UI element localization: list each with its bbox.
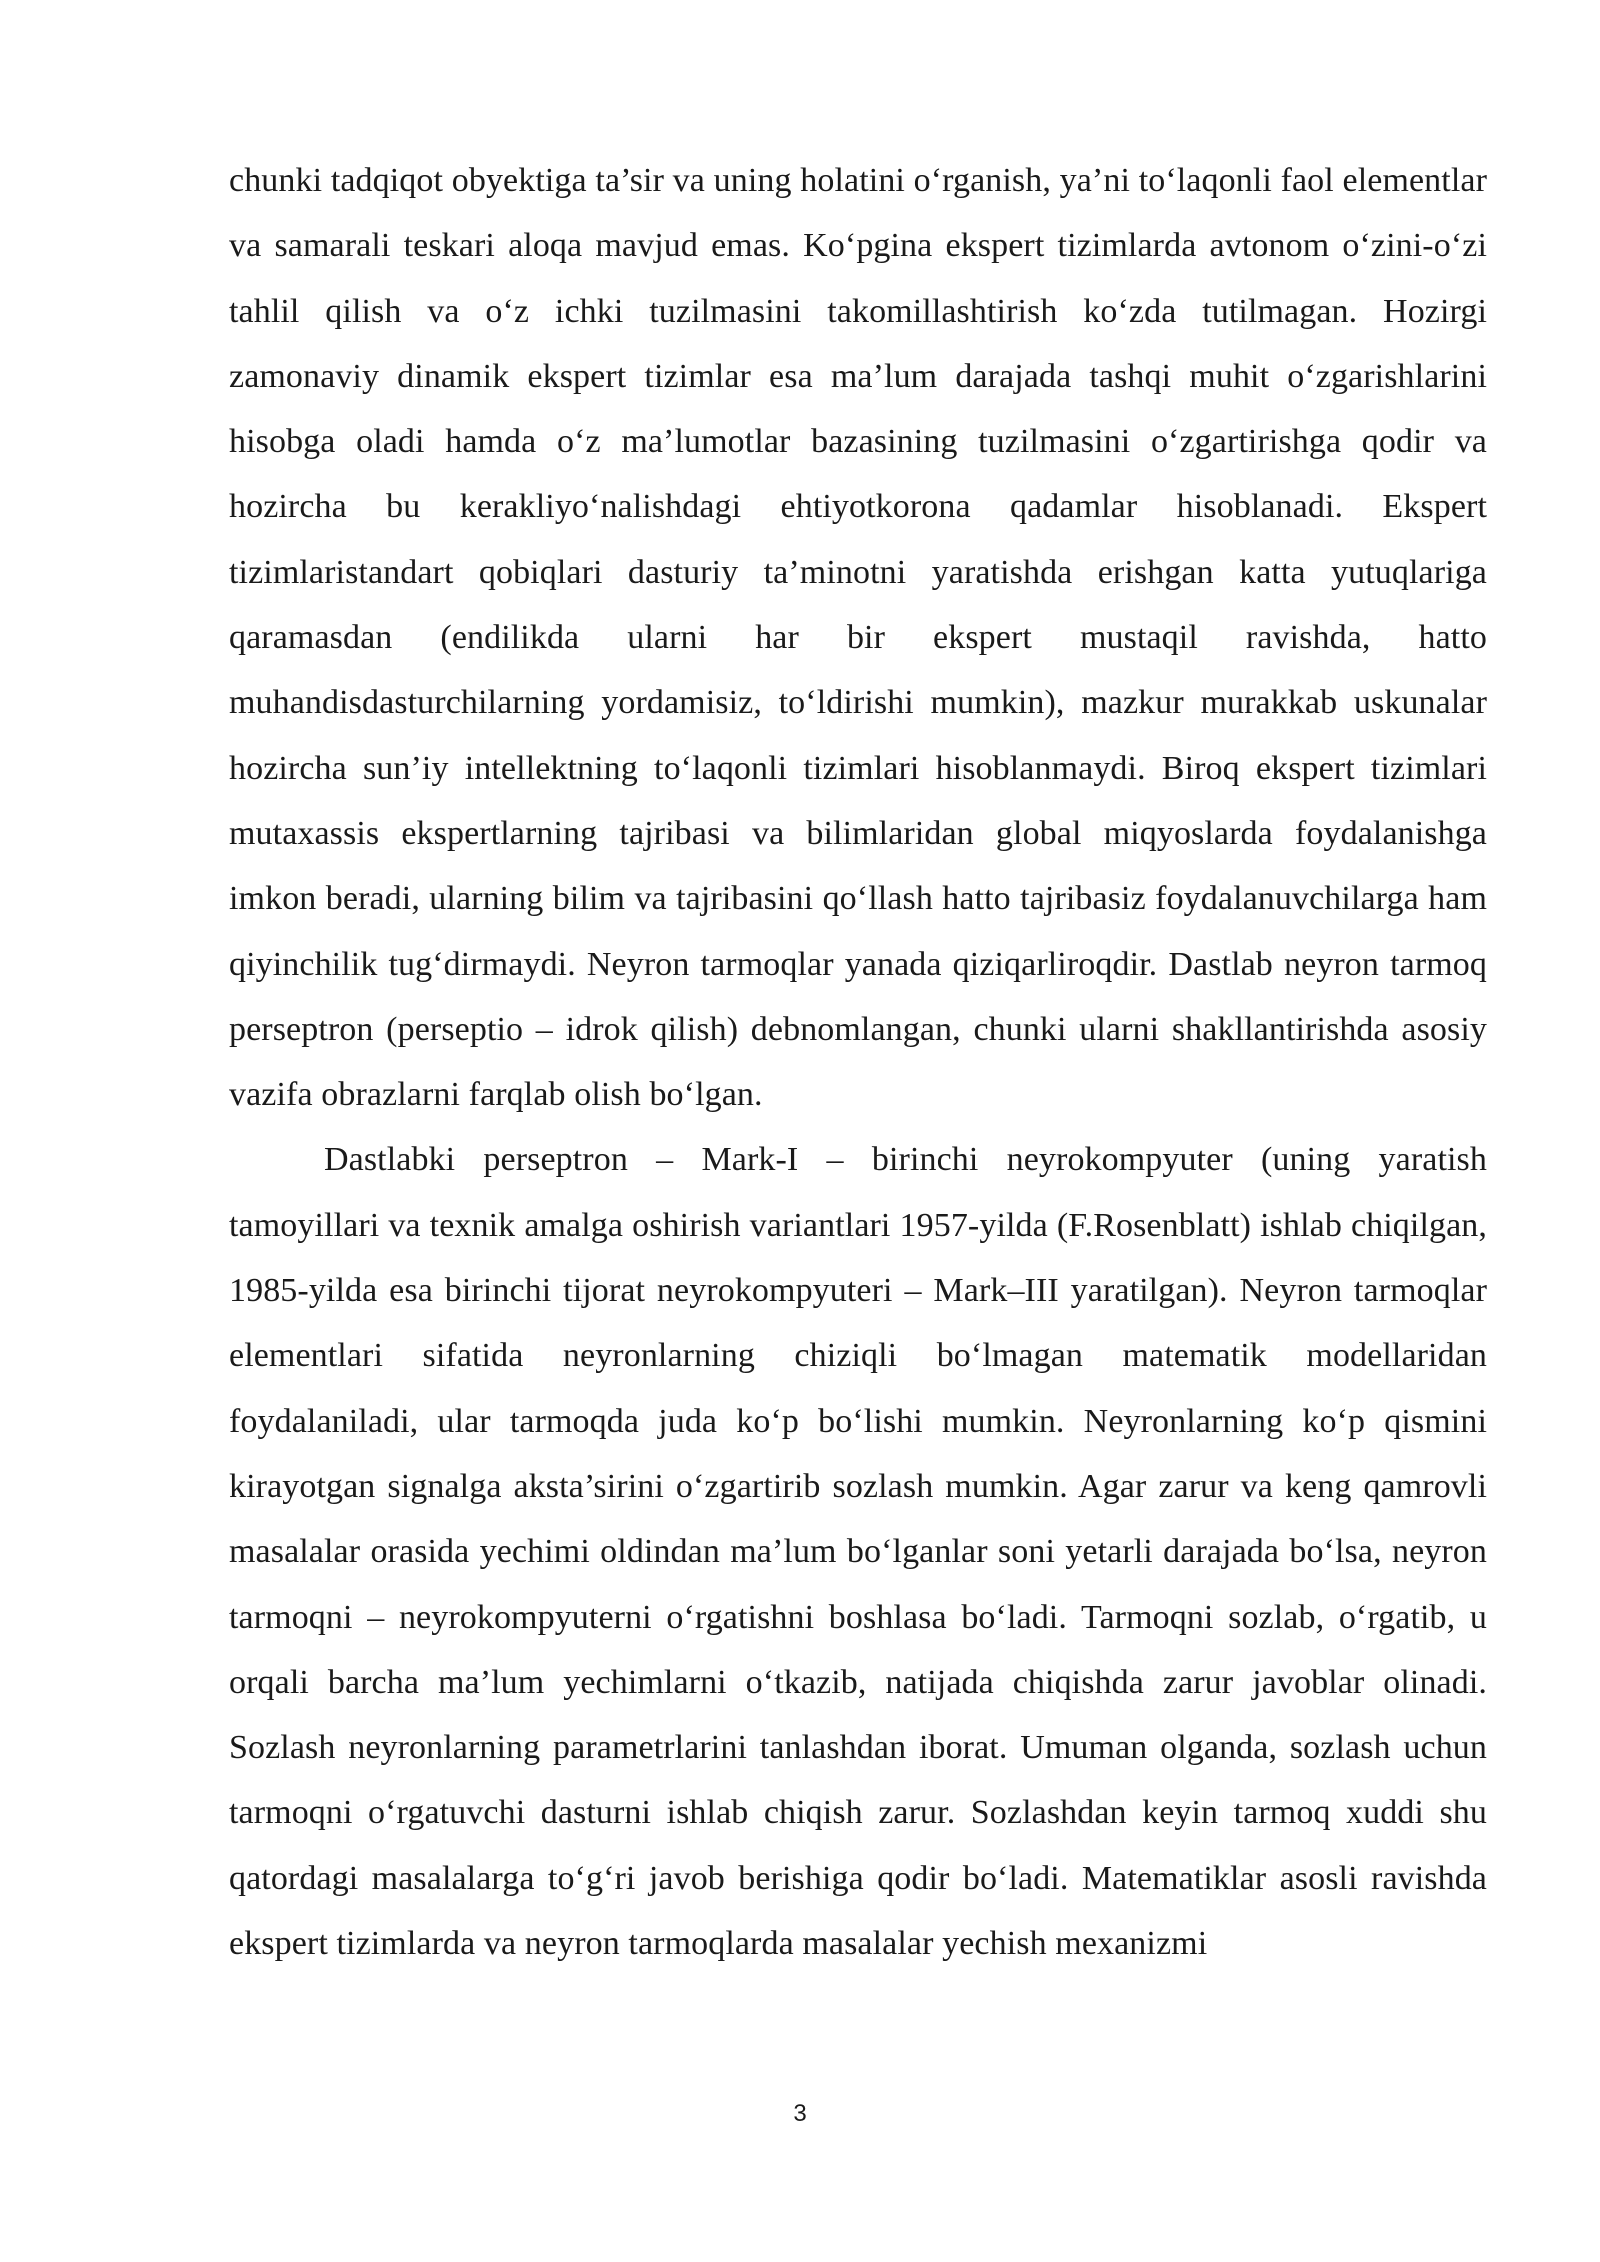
page-number: 3 — [793, 2100, 807, 2127]
body-text — [229, 148, 1487, 1976]
paragraph-continued: chunki tadqiqot obyektiga ta’sir va uning holatini o‘rganish, ya’ni to‘laqonli faol elementlar va samarali teskari aloqa mavjud emas. Ko‘pgina ekspert tizimlarda avtonom o‘zini-o‘zi tahlil qilish va o‘z ichki tuzilmasini takomillashtirish ko‘zda tutilmagan. Hozirgi zamonaviy dinamik ekspert tizimlar esa ma’lum darajada tashqi muhit o‘zgarishlarini hisobga oladi hamda o‘z ma’lumotlar bazasining tuzilmasini o‘zgartirishga qodir va hozircha bu kerakliyo‘nalishdagi ehtiyotkorona qadamlar hisoblanadi. Ekspert tizimlaristandart qobiqlari dasturiy ta’minotni yaratishda erishgan katta yutuqlariga qaramasdan (endilikda ularni har bir ekspert mustaqil ravishda, hatto muhandisdasturchilarning yordamisiz, to‘ldirishi mumkin), mazkur murakkab uskunalar hozircha sun’iy intellektning to‘laqonli tizimlari hisoblanmaydi. Biroq ekspert tizimlari mutaxassis ekspertlarning tajribasi va bilimlaridan global miqyoslarda foydalanishga imkon beradi, ularning bilim va tajribasini qo‘llash hatto tajribasiz foydalanuvchilarga ham qiyinchilik tug‘dirmaydi. Neyron tarmoqlar yanada qiziqarliroqdir. Dastlab neyron tarmoq perseptron (perseptio – idrok qilish) debnomlangan, chunki ularni shakllantirishda asosiy vazifa obrazlarni farqlab olish bo‘lgan. — [229, 162, 1487, 1114]
paragraph-perseptron: Dastlabki perseptron – Mark-I – birinchi neyrokompyuter (uning yaratish tamoyillari va texnik amalga oshirish variantlari 1957-yilda (F.Rosenblatt) ishlab chiqilgan, 1985-yilda esa birinchi tijorat neyrokompyuteri – Mark–III yaratilgan). Neyron tarmoqlar elementlari sifatida neyronlarning chiziqli bo‘lmagan matematik modellaridan foydalaniladi, ular tarmoqda juda ko‘p bo‘lishi mumkin. Neyronlarning ko‘p qismini kirayotgan signalga aksta’sirini o‘zgartirib sozlash mumkin. Agar zarur va keng qamrovli masalalar orasida yechimi oldindan ma’lum bo‘lganlar soni yetarli darajada bo‘lsa, neyron tarmoqni – neyrokompyuterni o‘rgatishni boshlasa bo‘ladi. Tarmoqni sozlab, o‘rgatib, u orqali barcha ma’lum yechimlarni o‘tkazib, natijada chiqishda zarur javoblar olinadi. Sozlash neyronlarning parametrlarini tanlashdan iborat. Umuman olganda, sozlash uchun tarmoqni o‘rgatuvchi dasturni ishlab chiqish zarur. Sozlashdan keyin tarmoq xuddi shu qatordagi masalalarga to‘g‘ri javob berishiga qodir bo‘ladi. Matematiklar asosli ravishda ekspert tizimlarda va neyron tarmoqlarda masalalar yechish mexanizmi — [229, 1141, 1487, 1963]
